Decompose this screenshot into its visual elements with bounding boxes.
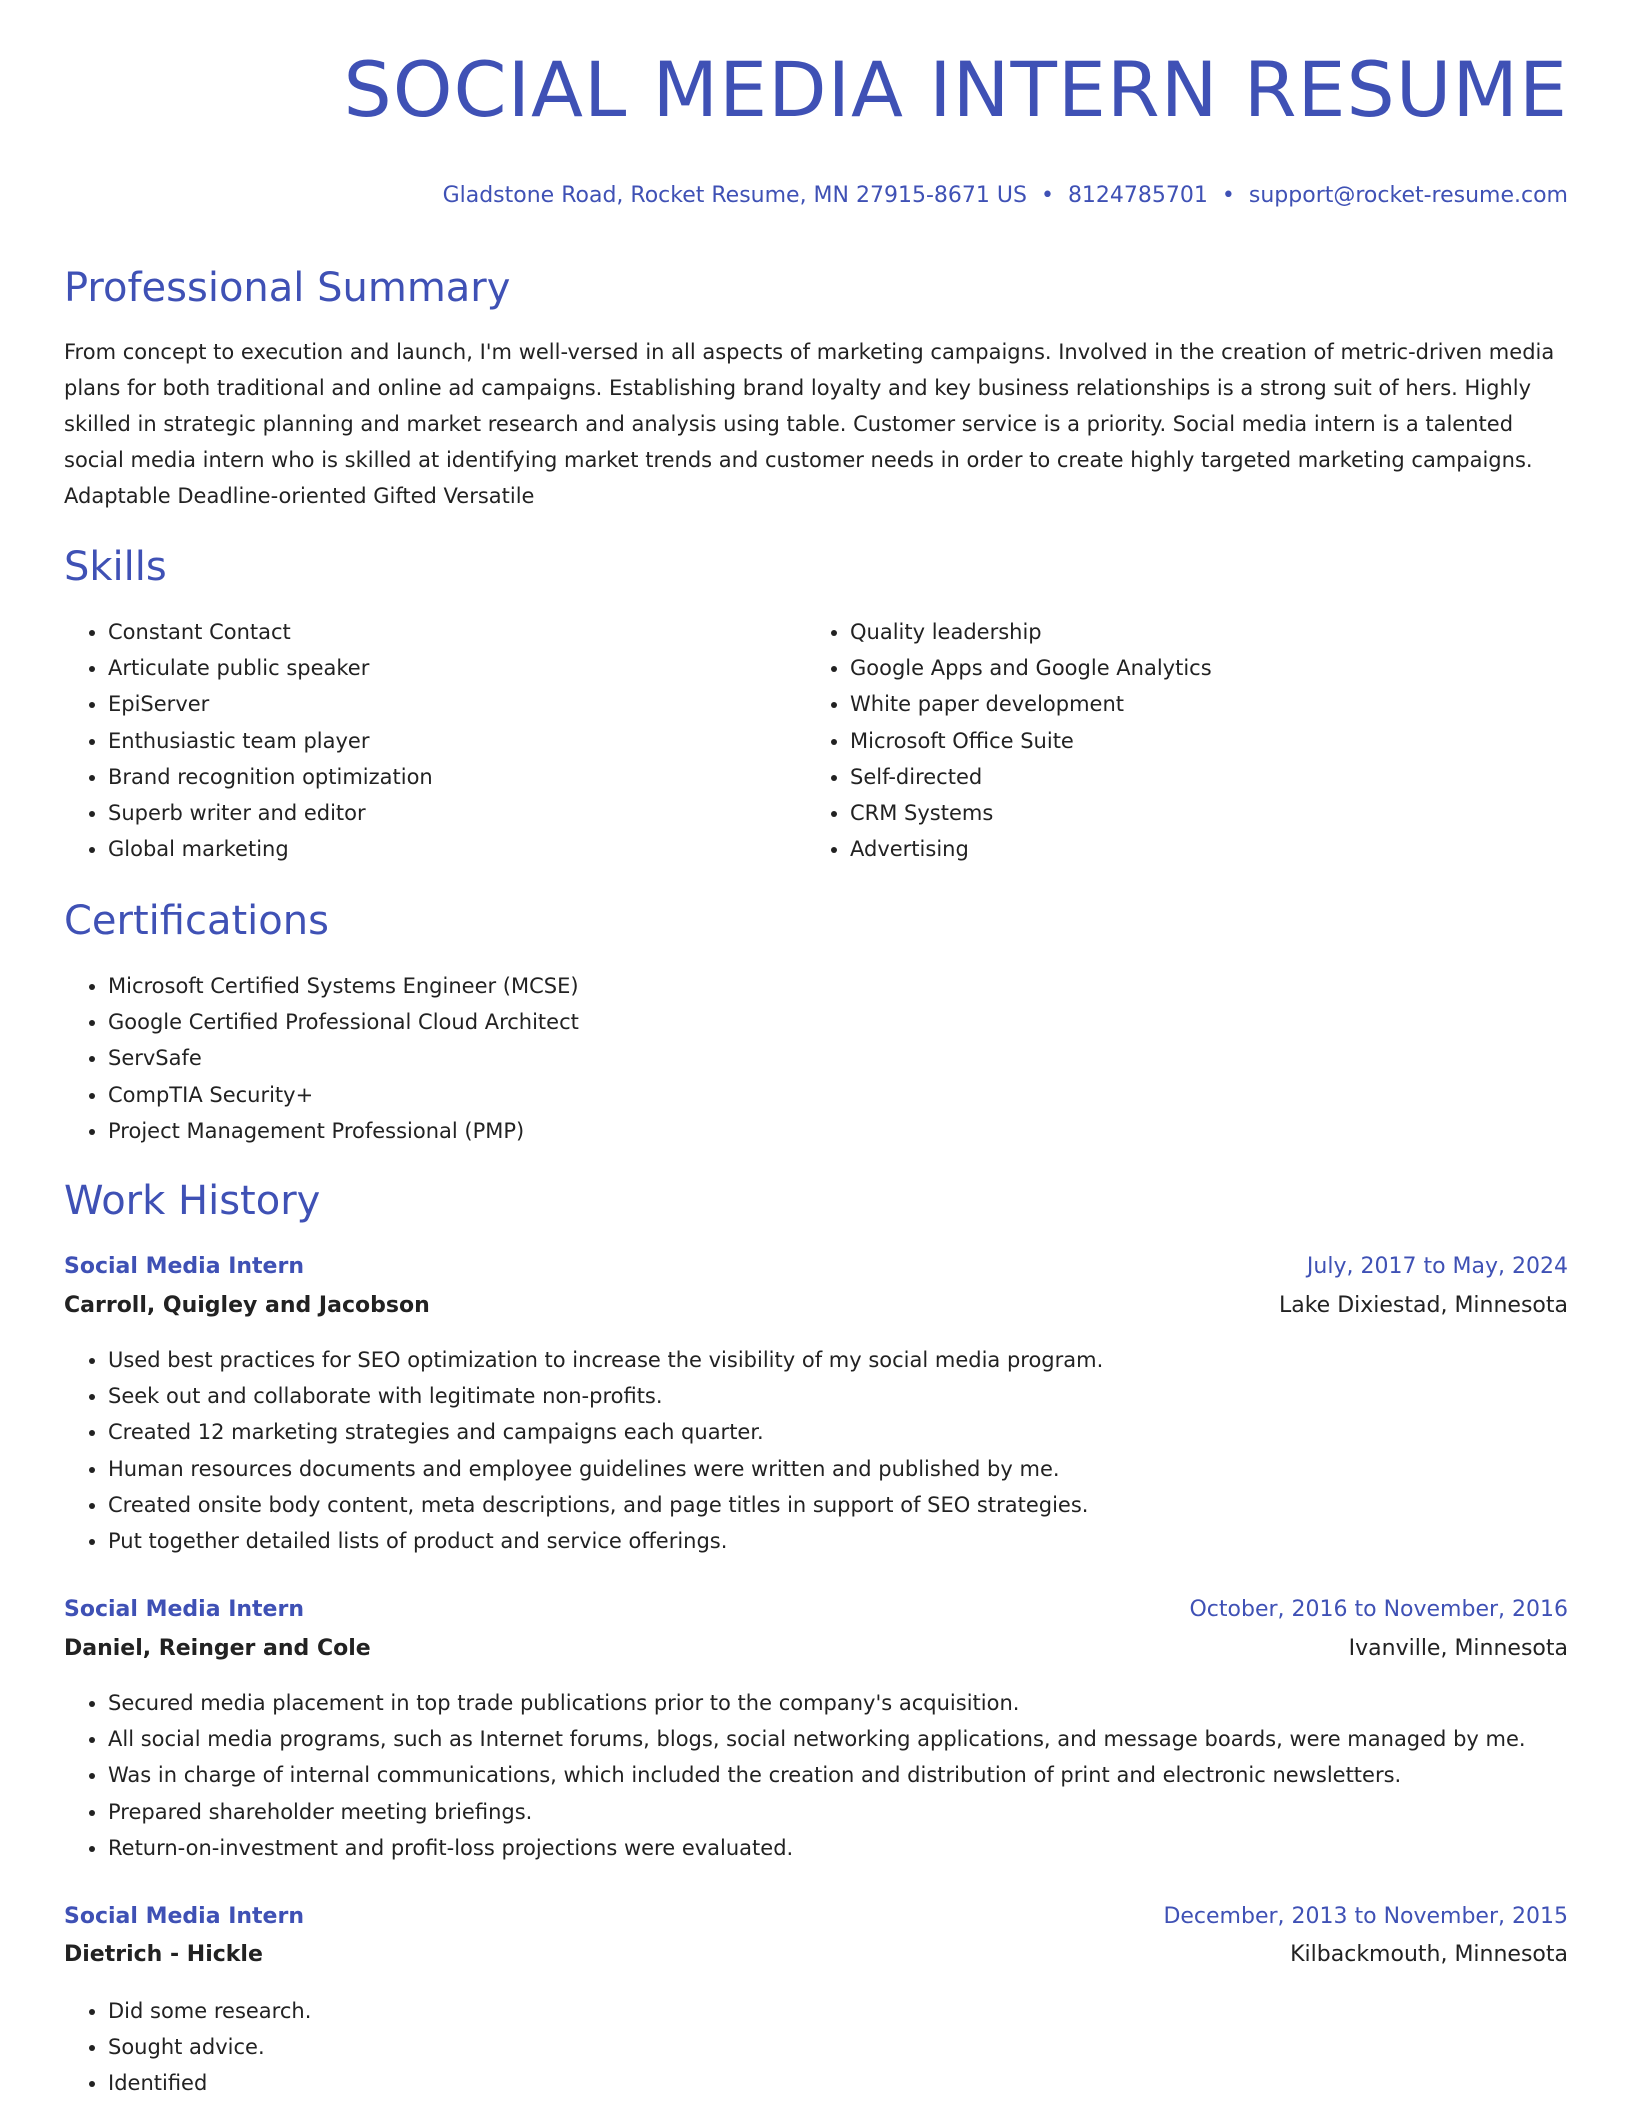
work-history-heading: Work History: [64, 1178, 321, 1224]
certification-item: • Microsoft Certified Systems Engineer (MCSE): [108, 968, 579, 1004]
skill-item: • Constant Contact: [108, 614, 433, 650]
job-dates: December, 2013 to November, 2015: [1163, 1904, 1568, 1929]
job-bullet: • Human resources documents and employee guidelines were written and published by me.: [108, 1451, 1103, 1487]
job-title: Social Media Intern: [64, 1597, 304, 1622]
job-bullet: • Created 12 marketing strategies and campaigns each quarter.: [108, 1414, 1103, 1450]
job-company-row: [64, 1636, 1568, 1666]
job-bullet: • Prepared shareholder meeting briefings.: [108, 1794, 1526, 1830]
job-bullets: [64, 1993, 311, 2102]
job-dates: July, 2017 to May, 2024: [1306, 1254, 1568, 1279]
summary-text: From concept to execution and launch, I'm well-versed in all aspects of marketing campaigns. Involved in the creation of metric-driven media plans for both traditional and online ad campaigns. Establishing brand loyalty and key business relationships is a strong suit of hers. Highly skilled in strategic planning and market research and analysis using table. Customer service is a priority. Social media intern is a talented social media intern who is skilled at identifying market trends and customer needs in order to create highly targeted marketing campaigns. Adaptable Deadline-oriented Gifted Versatile: [64, 340, 1555, 508]
skill-item: • White paper development: [850, 686, 1212, 722]
job-company-row: [64, 1942, 1568, 1972]
skill-item: • Superb writer and editor: [108, 795, 433, 831]
job-title-row: [64, 1904, 1568, 1934]
skill-item: • Self-directed: [850, 759, 1212, 795]
skill-item: • Advertising: [850, 831, 1212, 867]
contact-address: Gladstone Road, Rocket Resume, MN 27915-8671 US: [442, 183, 1027, 208]
job-company: Dietrich - Hickle: [64, 1942, 263, 1967]
job-dates: October, 2016 to November, 2016: [1189, 1597, 1568, 1622]
contact-separator: •: [1040, 183, 1054, 208]
job-location: Lake Dixiestad, Minnesota: [1278, 1293, 1568, 1318]
contact-phone: 8124785701: [1067, 183, 1208, 208]
job-bullet: • All social media programs, such as Internet forums, blogs, social networking applications, and message boards, were managed by me.: [108, 1721, 1526, 1757]
job-bullets: [64, 1685, 1526, 1866]
skill-item: • Brand recognition optimization: [108, 759, 433, 795]
job-company-row: [64, 1293, 1568, 1323]
job-title: Social Media Intern: [64, 1904, 304, 1929]
resume-title: SOCIAL MEDIA INTERN RESUME: [343, 45, 1568, 134]
job-bullet: • Was in charge of internal communications, which included the creation and distribution of print and electronic newsletters.: [108, 1757, 1526, 1793]
contact-email: support@rocket-resume.com: [1248, 183, 1568, 208]
certification-item: • Google Certified Professional Cloud Architect: [108, 1004, 579, 1040]
job-title: Social Media Intern: [64, 1254, 304, 1279]
job-bullet: • Put together detailed lists of product and service offerings.: [108, 1523, 1103, 1559]
job-bullets: [64, 1342, 1103, 1559]
skill-item: • Quality leadership: [850, 614, 1212, 650]
skill-item: • EpiServer: [108, 686, 433, 722]
certification-item: • ServSafe: [108, 1040, 579, 1076]
skills-list-left: [64, 614, 433, 867]
certifications-heading: Certifications: [64, 898, 329, 944]
skill-item: • CRM Systems: [850, 795, 1212, 831]
contact-line: [443, 183, 1568, 209]
job-location: Ivanville, Minnesota: [1348, 1636, 1568, 1661]
skills-list-right: [806, 614, 1212, 867]
certifications-list: [64, 968, 579, 1149]
job-bullet: • Used best practices for SEO optimization to increase the visibility of my social media program.: [108, 1342, 1103, 1378]
job-company: Daniel, Reinger and Cole: [64, 1636, 371, 1661]
job-company: Carroll, Quigley and Jacobson: [64, 1293, 430, 1318]
job-location: Kilbackmouth, Minnesota: [1290, 1942, 1568, 1967]
job-bullet: • Seek out and collaborate with legitimate non-profits.: [108, 1378, 1103, 1414]
job-title-row: [64, 1597, 1568, 1627]
job-bullet: • Identified: [108, 2065, 311, 2101]
job-bullet: • Did some research.: [108, 1993, 311, 2029]
skill-item: • Enthusiastic team player: [108, 723, 433, 759]
job-bullet: • Return-on-investment and profit-loss projections were evaluated.: [108, 1830, 1526, 1866]
contact-separator: •: [1221, 183, 1235, 208]
skill-item: • Microsoft Office Suite: [850, 723, 1212, 759]
certification-item: • CompTIA Security+: [108, 1077, 579, 1113]
skill-item: • Google Apps and Google Analytics: [850, 650, 1212, 686]
summary-heading: Professional Summary: [64, 265, 511, 311]
job-bullet: • Secured media placement in top trade publications prior to the company's acquisition.: [108, 1685, 1526, 1721]
job-title-row: [64, 1254, 1568, 1284]
job-bullet: • Sought advice.: [108, 2029, 311, 2065]
skill-item: • Articulate public speaker: [108, 650, 433, 686]
skills-heading: Skills: [64, 544, 167, 590]
skill-item: • Global marketing: [108, 831, 433, 867]
job-bullet: • Created onsite body content, meta descriptions, and page titles in support of SEO strategies.: [108, 1487, 1103, 1523]
certification-item: • Project Management Professional (PMP): [108, 1113, 579, 1149]
